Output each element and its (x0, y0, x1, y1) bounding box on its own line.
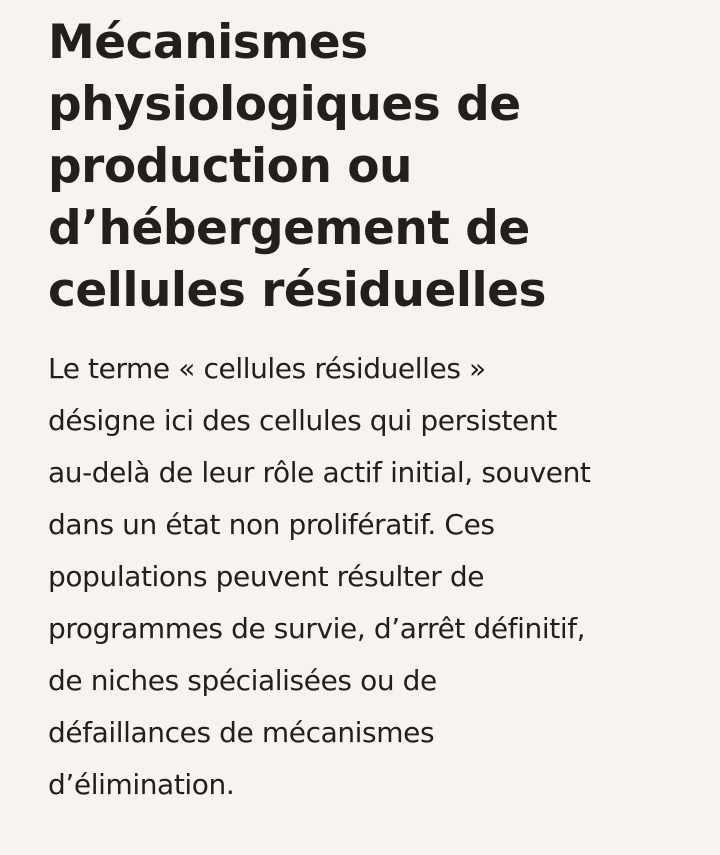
section-heading (48, 12, 648, 322)
paragraph-line: Le terme « cellules résiduelles » (48, 352, 486, 385)
heading-line: physiologiques de (48, 77, 521, 132)
heading-line: d’hébergement de (48, 201, 530, 256)
paragraph-line: défaillances de mécanismes (48, 716, 435, 749)
paragraph-line: au-delà de leur rôle actif initial, souvent (48, 456, 591, 489)
heading-line: production ou (48, 139, 413, 194)
paragraph-line: programmes de survie, d’arrêt définitif, (48, 612, 586, 645)
paragraph-line: dans un état non prolifératif. Ces (48, 508, 495, 541)
paragraph-line: de niches spécialisées ou de (48, 664, 437, 697)
paragraph-line: populations peuvent résulter de (48, 560, 485, 593)
heading-line: cellules résiduelles (48, 263, 546, 318)
body-paragraph (48, 343, 672, 811)
heading-line: Mécanismes (48, 15, 368, 70)
paragraph-line: d’élimination. (48, 768, 235, 801)
paragraph-line: désigne ici des cellules qui persistent (48, 404, 557, 437)
